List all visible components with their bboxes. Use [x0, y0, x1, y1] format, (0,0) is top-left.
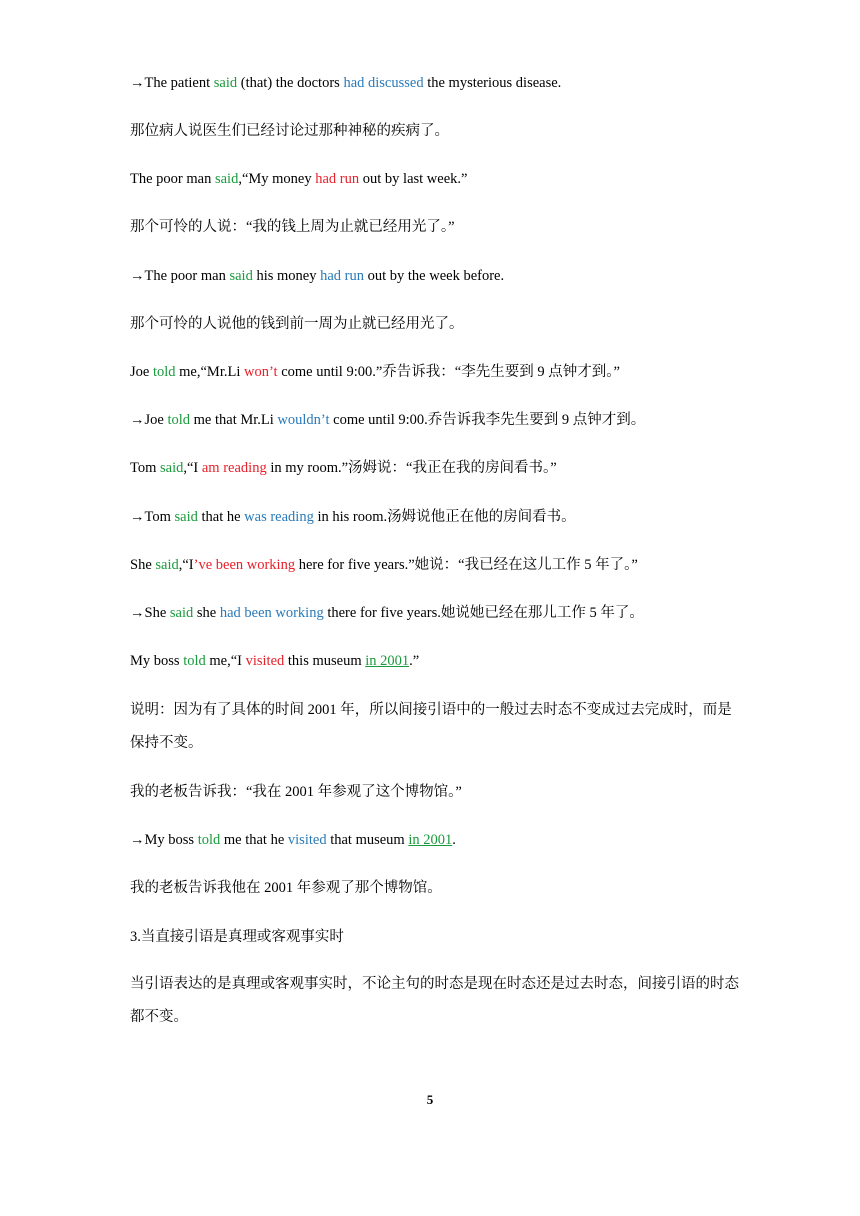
text-segment: ,“I: [183, 460, 202, 476]
text-segment: in my room.”汤姆说：“我正在我的房间看书。”: [266, 460, 557, 476]
text-segment: she: [193, 605, 220, 621]
text-segment: →Joe: [130, 412, 168, 428]
line-tom-direct: [130, 458, 740, 478]
highlighted-text: said: [213, 75, 238, 91]
text-segment: (that) the doctors: [237, 75, 344, 91]
page-number: 5: [426, 1092, 434, 1107]
highlighted-text: had run: [315, 171, 360, 187]
highlighted-text: in 2001: [408, 832, 453, 848]
highlighted-text: wouldn’t: [277, 412, 330, 428]
text-segment: .”: [409, 653, 420, 669]
highlighted-text: told: [183, 653, 206, 669]
text-segment: The poor man: [130, 171, 215, 187]
line-patient-cn: [130, 121, 740, 141]
text-segment: out by the week before.: [363, 268, 505, 284]
text-segment: 那位病人说医生们已经讨论过那种神秘的疾病了。: [130, 123, 449, 139]
line-she-direct: [130, 555, 740, 575]
text-segment: 我的老板告诉我他在 2001 年参观了那个博物馆。: [130, 880, 442, 896]
text-segment: 当引语表达的是真理或客观事实时，不论主句的时态是现在时态还是过去时态，间接引语的时态都不变。: [130, 976, 739, 1025]
text-segment: me that Mr.Li: [190, 412, 278, 428]
text-segment: this museum: [284, 653, 366, 669]
highlighted-text: said: [229, 268, 253, 284]
line-boss-indirect: [130, 830, 740, 850]
line-rule: [130, 968, 740, 1034]
text-segment: →My boss: [130, 832, 198, 848]
highlighted-text: told: [152, 364, 176, 380]
line-joe-direct: [130, 362, 740, 382]
line-boss-direct-cn: [130, 782, 740, 802]
highlighted-text: am reading: [201, 460, 267, 476]
line-note: [130, 694, 740, 760]
text-segment: →The poor man: [130, 268, 230, 284]
highlighted-text: in 2001: [365, 653, 410, 669]
highlighted-text: said: [160, 460, 184, 476]
text-segment: My boss: [130, 653, 184, 669]
line-she-indirect: [130, 603, 740, 623]
line-poorman-direct: [130, 169, 740, 189]
text-segment: that he: [197, 509, 245, 525]
line-patient-indirect: [130, 73, 740, 93]
line-boss-indirect-cn: [130, 878, 740, 898]
text-segment: →The patient: [130, 75, 214, 91]
line-joe-indirect: [130, 410, 740, 430]
highlighted-text: said: [214, 171, 239, 187]
text-segment: Joe: [130, 364, 153, 380]
highlighted-text: said: [174, 509, 198, 525]
text-segment: 那个可怜的人说他的钱到前一周为止就已经用光了。: [130, 316, 464, 332]
line-boss-direct: [130, 651, 740, 671]
highlighted-text: was reading: [244, 509, 314, 525]
highlighted-text: told: [167, 412, 191, 428]
text-segment: out by last week.”: [359, 171, 468, 187]
highlighted-text: had run: [320, 268, 364, 284]
text-segment: 3.当直接引语是真理或客观事实时: [130, 929, 344, 945]
text-segment: there for five years.她说她已经在那儿工作 5 年了。: [323, 605, 644, 621]
text-segment: ,“My money: [238, 171, 316, 187]
highlighted-text: said: [169, 605, 194, 621]
text-segment: here for five years.”她说：“我已经在这儿工作 5 年了。”: [295, 557, 638, 573]
text-segment: his money: [252, 268, 321, 284]
text-segment: 我的老板告诉我：“我在 2001 年参观了这个博物馆。”: [130, 784, 462, 800]
highlighted-text: ’ve been working: [193, 557, 296, 573]
text-segment: that museum: [326, 832, 409, 848]
text-segment: →Tom: [130, 509, 175, 525]
text-segment: →She: [130, 605, 170, 621]
text-segment: the mysterious disease.: [423, 75, 562, 91]
text-segment: She: [130, 557, 156, 573]
highlighted-text: told: [197, 832, 221, 848]
text-segment: ,“I: [178, 557, 194, 573]
line-poorman-direct-cn: [130, 217, 740, 237]
text-segment: me,“I: [205, 653, 246, 669]
text-segment: me that he: [220, 832, 288, 848]
highlighted-text: had been working: [219, 605, 324, 621]
highlighted-text: said: [155, 557, 179, 573]
highlighted-text: won’t: [244, 364, 278, 380]
highlighted-text: had discussed: [343, 75, 424, 91]
text-segment: come until 9:00.”乔告诉我：“李先生要到 9 点钟才到。”: [277, 364, 620, 380]
text-segment: 说明：因为有了具体的时间 2001 年，所以间接引语中的一般过去时态不变成过去完成时，而是保持不变。: [130, 702, 732, 751]
text-segment: me,“Mr.Li: [175, 364, 244, 380]
text-segment: .: [452, 832, 456, 848]
highlighted-text: visited: [245, 653, 285, 669]
highlighted-text: visited: [287, 832, 327, 848]
line-poorman-indirect: [130, 266, 740, 286]
line-poorman-indirect-cn: [130, 314, 740, 334]
line-heading-3: [130, 927, 740, 947]
text-segment: 那个可怜的人说：“我的钱上周为止就已经用光了。”: [130, 219, 455, 235]
text-segment: in his room.汤姆说他正在他的房间看书。: [313, 509, 576, 525]
line-tom-indirect: [130, 507, 740, 527]
text-segment: come until 9:00.乔告诉我李先生要到 9 点钟才到。: [329, 412, 646, 428]
text-segment: Tom: [130, 460, 160, 476]
